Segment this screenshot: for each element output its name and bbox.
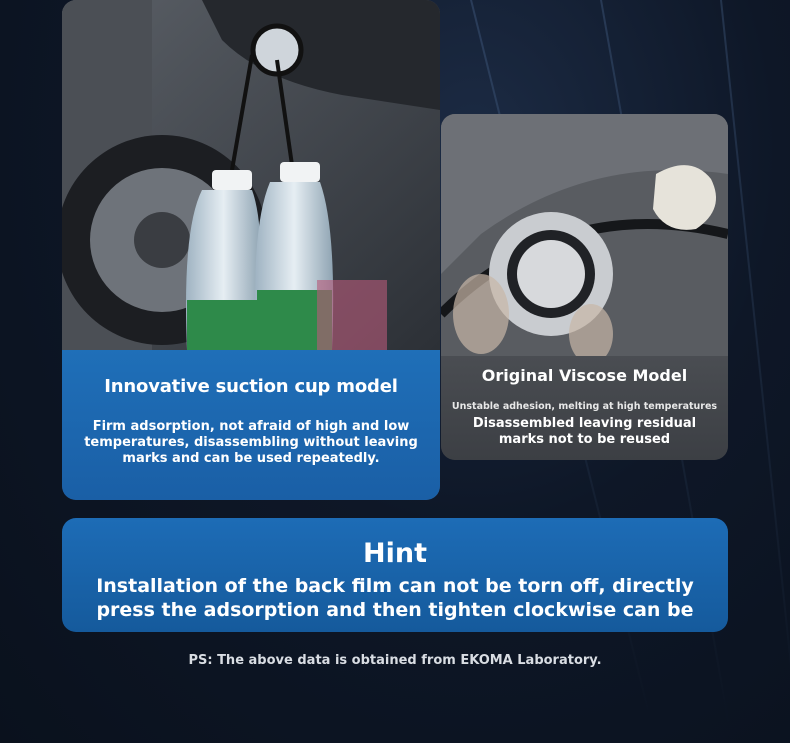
- suction-cup-card: [62, 0, 440, 500]
- suction-cup-title: Innovative suction cup model: [104, 376, 398, 397]
- car-mirror-bottles-photo: [62, 0, 440, 350]
- viscose-subtitle: Unstable adhesion, melting at high temperatures: [451, 401, 718, 412]
- viscose-info-panel: [441, 356, 728, 460]
- residue-mark-photo: [441, 114, 728, 356]
- viscose-description: Disassembled leaving residual marks not to be reused: [472, 416, 697, 447]
- hint-text: Installation of the back film can not be torn off, directly press the adsorption and then tighten clockwise can be: [96, 575, 694, 621]
- background-streak: [720, 0, 790, 739]
- hint-title: Hint: [363, 538, 427, 569]
- viscose-card: [441, 114, 728, 460]
- footnote: PS: The above data is obtained from EKOMA Laboratory.: [188, 653, 602, 668]
- suction-cup-info-panel: [62, 350, 440, 500]
- viscose-title: Original Viscose Model: [481, 366, 688, 385]
- hint-box: [62, 518, 728, 632]
- suction-cup-description: Firm adsorption, not afraid of high and low temperatures, disassembling without leaving marks and can be used repeatedly.: [84, 419, 418, 466]
